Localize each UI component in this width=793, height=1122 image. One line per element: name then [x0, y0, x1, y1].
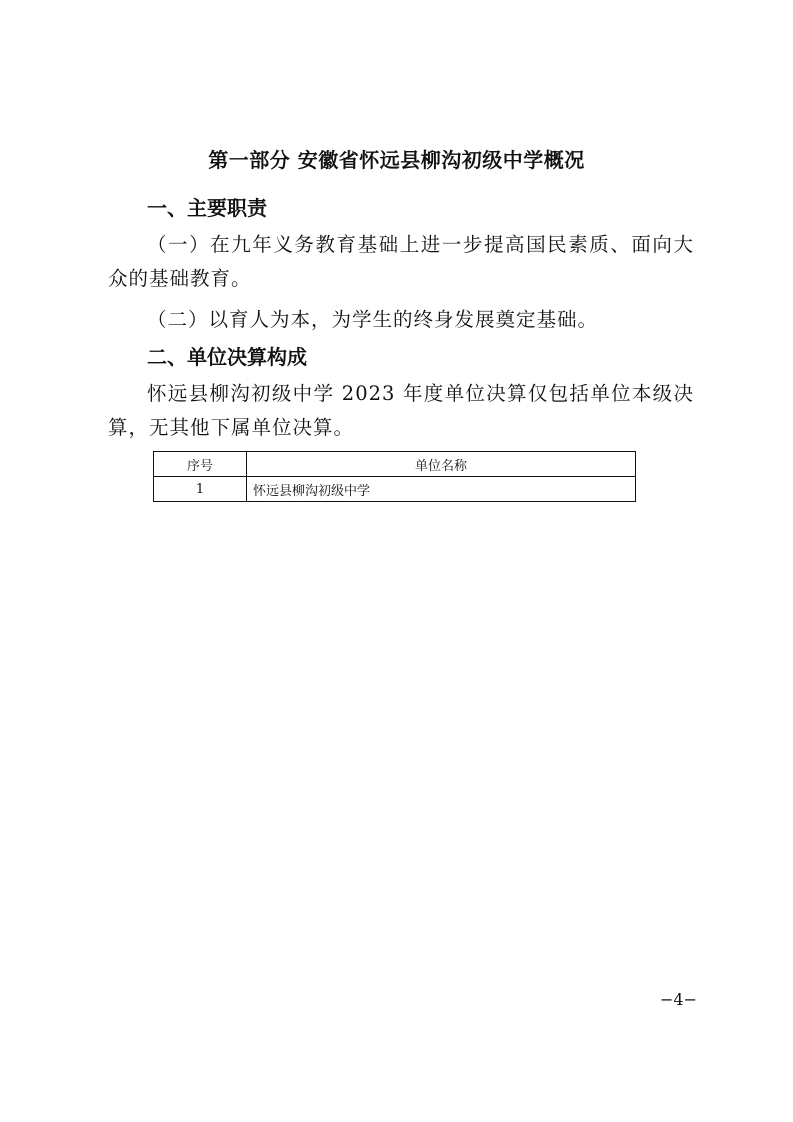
cell-serial-number: 1 — [154, 477, 247, 502]
page-number: −4− — [660, 990, 697, 1009]
section-heading-unit-composition: 二、单位决算构成 — [147, 345, 307, 369]
duty-item-1: （一）在九年义务教育基础上进一步提高国民素质、面向大众的基础教育。 — [108, 233, 694, 290]
section-heading-main-duties: 一、主要职责 — [147, 196, 267, 220]
unit-composition-paragraph: 怀远县柳沟初级中学 2023 年度单位决算仅包括单位本级决算，无其他下属单位决算。 — [108, 382, 694, 439]
duty-item-2: （二）以育人为本，为学生的终身发展奠定基础。 — [147, 308, 599, 331]
header-serial-number: 序号 — [154, 452, 247, 477]
header-unit-name: 单位名称 — [247, 452, 636, 477]
unit-table — [153, 451, 636, 502]
table-header-row — [154, 452, 636, 477]
table-row — [154, 477, 636, 502]
cell-unit-name: 怀远县柳沟初级中学 — [247, 477, 636, 502]
document-title: 第一部分 安徽省怀远县柳沟初级中学概况 — [208, 148, 585, 172]
